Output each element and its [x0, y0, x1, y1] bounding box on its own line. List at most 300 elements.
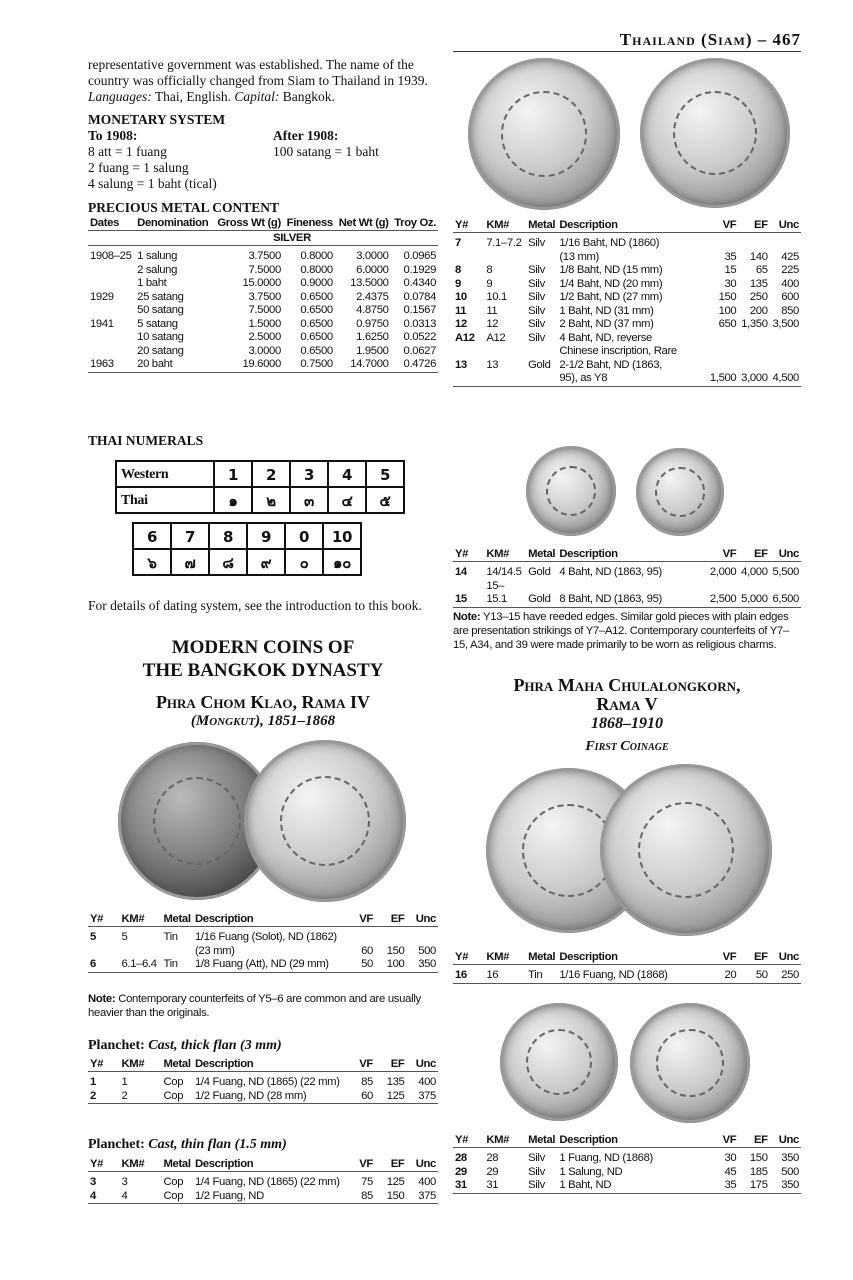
- table-cell: 9: [486, 277, 493, 290]
- table-cell: 7.5000: [248, 304, 281, 316]
- coin-table-rama5-tin: [453, 950, 801, 984]
- column-header: EF: [738, 950, 769, 965]
- column-header: VF: [707, 1133, 738, 1148]
- table-cell: 400: [418, 1176, 436, 1188]
- table-cell: 425: [781, 250, 799, 263]
- coin-table-thick: [88, 1057, 438, 1104]
- table-cell: 1929: [90, 290, 114, 303]
- column-header: Metal: [526, 547, 557, 562]
- table-cell: 400: [781, 277, 799, 290]
- table-cell: 12: [455, 318, 467, 330]
- coin-image: [640, 58, 790, 208]
- table-cell: 16: [486, 969, 499, 981]
- table-cell: Cop: [163, 1089, 184, 1102]
- column-header: Description: [193, 1157, 344, 1172]
- rama5-heading: [453, 676, 801, 755]
- column-header: Description: [557, 547, 707, 562]
- table-cell: Silv: [528, 237, 545, 249]
- rama5-title: Rama V: [596, 694, 658, 714]
- table-row: [88, 358, 438, 372]
- rama4-subtitle: (Mongkut), 1851–1868: [190, 713, 336, 729]
- table-cell: 6: [90, 958, 96, 970]
- numeral-cell: 5: [366, 461, 404, 487]
- table-cell: [88, 304, 135, 318]
- table-cell: 500: [781, 1165, 799, 1178]
- table-row: [453, 372, 801, 386]
- table-cell: 50: [361, 958, 373, 970]
- table-cell: Tin: [163, 958, 178, 970]
- table-cell: 0.1567: [403, 304, 436, 316]
- numeral-cell: 8: [209, 523, 247, 549]
- table-cell: [162, 945, 194, 959]
- coin-image: [630, 1003, 750, 1123]
- table-cell: [88, 264, 135, 278]
- table-cell: 3.7500: [248, 290, 281, 303]
- table-cell: 250: [749, 291, 768, 303]
- coin-image: [500, 1003, 618, 1121]
- table-cell: 150: [386, 944, 405, 957]
- column-header: Unc: [407, 1157, 439, 1172]
- column-header: EF: [375, 1057, 407, 1072]
- numeral-cell: 1: [214, 461, 252, 487]
- numeral-cell: ๗: [171, 549, 209, 575]
- table-cell: 35: [724, 250, 737, 263]
- table-cell: 8 Baht, ND (1863, 95): [559, 593, 662, 605]
- table-cell: 0.6500: [300, 331, 333, 343]
- column-header: Unc: [770, 218, 801, 233]
- coin-table-thin: [88, 1157, 438, 1204]
- column-header: EF: [738, 547, 769, 562]
- table-cell: 10.1: [486, 291, 507, 303]
- table-cell: 19.6000: [242, 358, 281, 370]
- table-cell: 400: [418, 1076, 436, 1088]
- numeral-cell: ๐: [285, 549, 323, 575]
- table-cell: 60: [361, 1089, 373, 1102]
- table-cell: 1/16 Fuang (Solot), ND (1862): [195, 931, 337, 943]
- table-cell: 5: [90, 931, 96, 943]
- table-header: [453, 950, 801, 965]
- note-text: Y13–15 have reeded edges. Similar gold pieces with plain edges are presentation strikings of Y7–A12. Contemporary counterfeits of Y7–15, A34, and 39 were made primarily to be worn as religious charms.: [453, 611, 789, 651]
- table-cell: 0.4726: [403, 358, 436, 370]
- table-cell: 28: [455, 1152, 467, 1164]
- section-title-line: THE BANGKOK DYNASTY: [142, 660, 384, 681]
- column-header: Y#: [453, 547, 484, 562]
- table-cell: 375: [418, 1189, 436, 1202]
- intro-text: representative government was established. The name of the country was officially changed from Siam to Thailand in 1939.: [88, 57, 428, 88]
- table-cell: 1/8 Fuang (Att), ND (29 mm): [195, 958, 329, 970]
- table-header: [88, 912, 438, 927]
- table-row: [453, 332, 801, 346]
- table-cell: 1 baht: [137, 277, 167, 289]
- table-cell: 2,000: [709, 566, 737, 578]
- column-header: Description: [193, 912, 344, 927]
- rate: 100 satang = 1 baht: [273, 144, 379, 159]
- table-cell: 2 Baht, ND (37 mm): [559, 318, 654, 330]
- table-row: [453, 562, 801, 580]
- table-cell: 0.7500: [300, 358, 333, 370]
- table-cell: 0.0313: [403, 317, 436, 330]
- table-cell: [484, 345, 526, 359]
- column-header: VF: [344, 912, 376, 927]
- table-cell: 1.9500: [356, 344, 389, 357]
- table-cell: [738, 345, 769, 359]
- table-cell: 4.8750: [356, 304, 389, 316]
- table-cell: 7: [455, 237, 461, 249]
- table-cell: 1908–25: [90, 250, 132, 262]
- table-header: [453, 547, 801, 562]
- table-cell: 4: [90, 1189, 96, 1202]
- table-row: [88, 945, 438, 959]
- table-cell: 200: [749, 304, 768, 317]
- table-cell: [770, 332, 801, 346]
- table-row: [453, 1148, 801, 1166]
- table-cell: 8: [486, 264, 493, 276]
- table-cell: 15: [724, 264, 737, 276]
- table-cell: 250: [781, 969, 799, 981]
- numeral-cell: 3: [290, 461, 328, 487]
- section-title-line: MODERN COINS OF: [171, 637, 355, 658]
- table-cell: 1 Fuang, ND (1868): [559, 1152, 653, 1164]
- column-header: EF: [375, 1157, 407, 1172]
- table-row: [453, 291, 801, 305]
- table-row: [88, 264, 438, 278]
- table-cell: Tin: [163, 931, 178, 943]
- precious-title: PRECIOUS METAL CONTENT: [88, 200, 280, 215]
- table-cell: 150: [718, 291, 737, 303]
- table-cell: 4,500: [772, 372, 799, 384]
- table-cell: 31: [486, 1179, 499, 1191]
- table-cell: 3,500: [772, 318, 799, 330]
- table-cell: [770, 345, 801, 359]
- table-cell: 225: [781, 264, 799, 276]
- table-cell: 85: [361, 1189, 373, 1202]
- table-cell: 1/16 Baht, ND (1860): [559, 237, 660, 249]
- table-row: [453, 580, 801, 608]
- table-cell: 0.8000: [300, 250, 333, 262]
- table-cell: 0.6500: [300, 290, 333, 303]
- table-row: [88, 1190, 438, 1204]
- table-cell: 100: [386, 958, 405, 970]
- table-cell: Silv: [528, 264, 545, 276]
- column-header: Metal: [162, 912, 194, 927]
- table-cell: 30: [724, 1152, 737, 1164]
- column-header: KM#: [120, 1057, 162, 1072]
- table-cell: [453, 372, 484, 386]
- table-cell: 1/2 Fuang, ND (28 mm): [195, 1089, 307, 1102]
- numeral-cell: ๕: [366, 487, 404, 513]
- table-cell: [88, 331, 135, 345]
- table-header: [453, 1133, 801, 1148]
- table-cell: 50: [755, 969, 768, 981]
- column-header: Metal: [526, 218, 557, 233]
- coin-image: [468, 58, 620, 210]
- coin-table-rama5-silver: [453, 1133, 801, 1194]
- numeral-cell: ๒: [252, 487, 290, 513]
- table-row: [453, 305, 801, 319]
- table-cell: 1/4 Fuang, ND (1865) (22 mm): [195, 1176, 340, 1188]
- table-cell: 29: [455, 1165, 467, 1178]
- planchet-thick: [88, 1038, 282, 1054]
- table-cell: 0.1929: [403, 263, 436, 276]
- coin-table-rama4-tin: [88, 912, 438, 973]
- after-1908-title: After 1908:: [273, 128, 339, 143]
- coin-image: [526, 446, 616, 536]
- table-cell: 13.5000: [350, 277, 389, 289]
- table-cell: Silv: [528, 277, 545, 290]
- rama5-years: 1868–1910: [591, 715, 663, 732]
- table-cell: [707, 345, 738, 359]
- numeral-cell: 0: [285, 523, 323, 549]
- table-cell: 20 baht: [137, 358, 173, 370]
- table-cell: [707, 332, 738, 346]
- table-row: [88, 927, 438, 945]
- coin-image: [600, 764, 772, 936]
- table-cell: 5 satang: [137, 317, 178, 330]
- table-cell: 60: [361, 944, 373, 957]
- table-cell: 12: [486, 318, 499, 330]
- table-cell: 125: [386, 1089, 405, 1102]
- table-cell: 95), as Y8: [559, 372, 608, 384]
- table-cell: 13: [455, 358, 467, 371]
- table-cell: 0.0627: [403, 344, 436, 357]
- table-cell: 6.0000: [356, 263, 389, 276]
- languages-label: Languages:: [88, 89, 152, 104]
- rama4-heading: [88, 692, 438, 730]
- table-cell: [484, 372, 526, 386]
- table-cell: 14/14.5: [486, 566, 522, 578]
- table-row: [88, 1072, 438, 1090]
- table-cell: Silv: [528, 331, 545, 344]
- precious-metal-content: [88, 200, 438, 373]
- table-cell: 0.0522: [403, 331, 436, 343]
- table-row: [453, 345, 801, 359]
- table-cell: 30: [724, 277, 737, 290]
- column-header: Y#: [453, 218, 484, 233]
- table-cell: 8: [455, 264, 461, 276]
- numeral-cell: ๙: [247, 549, 285, 575]
- column-header: Unc: [407, 1057, 439, 1072]
- column-header: Description: [557, 218, 707, 233]
- table-cell: 175: [749, 1179, 768, 1191]
- table-cell: 1/8 Baht, ND (15 mm): [559, 264, 663, 276]
- table-row: [88, 1172, 438, 1190]
- table-header: [88, 1157, 438, 1172]
- table-cell: A12: [455, 331, 475, 344]
- numerals-title: THAI NUMERALS: [88, 433, 204, 448]
- capital-label: Capital:: [234, 89, 280, 104]
- numeral-cell: ๑: [214, 487, 252, 513]
- numeral-cell: ๔: [328, 487, 366, 513]
- note-label: Note:: [453, 611, 481, 623]
- table-cell: 1: [90, 1076, 96, 1088]
- planchet-text: Cast, thick flan (3 mm): [144, 1038, 282, 1053]
- column-header: KM#: [484, 547, 526, 562]
- table-cell: Gold: [528, 358, 551, 371]
- column-header: KM#: [484, 1133, 526, 1148]
- table-cell: 15.0000: [242, 277, 281, 289]
- column-header: Description: [557, 1133, 707, 1148]
- column-header: KM#: [120, 912, 162, 927]
- planchet-label: Planchet:: [88, 1137, 145, 1152]
- table-cell: Gold: [528, 566, 551, 578]
- table-row: [453, 278, 801, 292]
- table-row: [88, 246, 438, 264]
- rate: 2 fuang = 1 salung: [88, 160, 189, 175]
- column-header: Gross Wt (g): [213, 216, 283, 231]
- column-header: Fineness: [283, 216, 335, 231]
- table-cell: 13: [486, 358, 499, 371]
- table-cell: 14: [455, 566, 467, 578]
- column-header: Denomination: [135, 216, 213, 231]
- column-header: KM#: [484, 950, 526, 965]
- table-cell: 150: [386, 1189, 405, 1202]
- column-header: EF: [738, 218, 769, 233]
- running-header: Thailand (Siam) – 467: [619, 30, 801, 49]
- table-cell: 125: [386, 1176, 405, 1188]
- table-cell: Cop: [163, 1176, 184, 1188]
- table-cell: 100: [718, 304, 737, 317]
- table-row: [453, 233, 801, 251]
- table-cell: 10 satang: [137, 331, 184, 343]
- table-row: [88, 277, 438, 291]
- numeral-cell: 2: [252, 461, 290, 487]
- table-cell: 6.1–6.4: [121, 958, 157, 970]
- column-header: Metal: [162, 1057, 194, 1072]
- column-header: Net Wt (g): [335, 216, 391, 231]
- table-cell: [738, 359, 769, 373]
- table-cell: [88, 945, 120, 959]
- table-cell: [88, 345, 135, 359]
- table-cell: 4,000: [741, 566, 768, 578]
- numerals-row-1: [115, 460, 405, 514]
- table-row: [453, 965, 801, 984]
- table-cell: 7.5000: [248, 263, 281, 276]
- numerals-row-2: [132, 522, 362, 576]
- column-header: VF: [707, 547, 738, 562]
- table-cell: 3.0000: [356, 250, 389, 262]
- column-header: Metal: [526, 1133, 557, 1148]
- table-cell: 75: [361, 1176, 373, 1188]
- rama4-title: Phra Chom Klao, Rama IV: [155, 692, 371, 712]
- table-cell: (13 mm): [559, 250, 599, 263]
- table-cell: 1/16 Fuang, ND (1868): [559, 969, 668, 981]
- numeral-cell: 4: [328, 461, 366, 487]
- numeral-cell: ๑๐: [323, 549, 361, 575]
- header-rule: [453, 51, 801, 52]
- table-cell: A12: [486, 331, 506, 344]
- table-cell: [453, 345, 484, 359]
- languages: Thai, English.: [151, 89, 231, 104]
- table-cell: 1/4 Baht, ND (20 mm): [559, 277, 663, 290]
- table-cell: 0.0784: [403, 290, 436, 303]
- table-cell: [707, 233, 738, 251]
- table-cell: [770, 233, 801, 251]
- rate: 4 salung = 1 baht (tical): [88, 176, 217, 191]
- table-cell: [120, 945, 162, 959]
- column-header: KM#: [120, 1157, 162, 1172]
- table-cell: 50 satang: [137, 304, 184, 316]
- numeral-cell: 9: [247, 523, 285, 549]
- table-cell: Cop: [163, 1076, 184, 1088]
- table-cell: 2 salung: [137, 263, 178, 276]
- rama5-title: Phra Maha Chulalongkorn,: [513, 675, 741, 695]
- table-cell: Cop: [163, 1189, 184, 1202]
- coin-table-rama4-silver: [453, 218, 801, 387]
- table-cell: 65: [755, 264, 768, 276]
- table-cell: 1 salung: [137, 250, 178, 262]
- precious-table: [88, 216, 438, 373]
- thai-label: Thai: [116, 487, 214, 513]
- column-header: Y#: [453, 950, 484, 965]
- table-cell: 600: [781, 291, 799, 303]
- column-header: Metal: [526, 950, 557, 965]
- table-header: [453, 218, 801, 233]
- table-cell: [770, 359, 801, 373]
- table-cell: 15–15.1: [486, 579, 507, 605]
- numeral-cell: 7: [171, 523, 209, 549]
- column-header: Troy Oz.: [391, 216, 438, 231]
- table-row: [453, 264, 801, 278]
- table-cell: 350: [781, 1152, 799, 1164]
- table-cell: Chinese inscription, Rare: [559, 345, 677, 357]
- note-label: Note:: [88, 993, 116, 1005]
- table-cell: 4: [121, 1189, 128, 1202]
- table-header: [88, 216, 438, 231]
- table-cell: 150: [749, 1152, 768, 1164]
- table-cell: 185: [749, 1165, 768, 1178]
- table-cell: [453, 251, 484, 265]
- coin-image: [636, 448, 724, 536]
- note-y13-15: [453, 610, 803, 652]
- first-coinage-title: First Coinage: [585, 739, 669, 754]
- column-header: Unc: [770, 1133, 801, 1148]
- column-header: Unc: [407, 912, 439, 927]
- planchet-text: Cast, thin flan (1.5 mm): [144, 1137, 287, 1152]
- planchet-thin: [88, 1137, 287, 1153]
- column-header: Y#: [88, 1157, 120, 1172]
- monetary-title: MONETARY SYSTEM: [88, 112, 226, 127]
- column-header: Y#: [88, 1057, 120, 1072]
- table-cell: 1/2 Fuang, ND: [195, 1189, 264, 1202]
- table-cell: 1 Salung, ND: [559, 1165, 623, 1178]
- table-header: [88, 1057, 438, 1072]
- table-cell: 140: [749, 250, 768, 263]
- table-cell: Silv: [528, 318, 545, 330]
- table-cell: Silv: [528, 1152, 545, 1164]
- table-cell: 5,500: [772, 566, 799, 578]
- table-cell: 5: [121, 931, 128, 943]
- table-cell: 0.9000: [300, 277, 333, 289]
- table-cell: [484, 251, 526, 265]
- table-cell: [707, 359, 738, 373]
- column-header: Unc: [770, 950, 801, 965]
- dating-note: For details of dating system, see the introduction to this book.: [88, 598, 422, 613]
- table-cell: [526, 251, 557, 265]
- table-cell: [526, 345, 557, 359]
- column-header: EF: [738, 1133, 769, 1148]
- table-cell: [738, 233, 769, 251]
- table-cell: 0.8000: [300, 263, 333, 276]
- table-row: [453, 1179, 801, 1193]
- table-cell: [738, 332, 769, 346]
- column-header: Description: [193, 1057, 344, 1072]
- table-cell: 3: [90, 1176, 96, 1188]
- table-cell: 35: [724, 1179, 737, 1191]
- table-cell: 650: [718, 318, 737, 330]
- table-row: [88, 1090, 438, 1104]
- table-cell: 10: [455, 291, 467, 303]
- table-cell: 1,500: [709, 372, 737, 384]
